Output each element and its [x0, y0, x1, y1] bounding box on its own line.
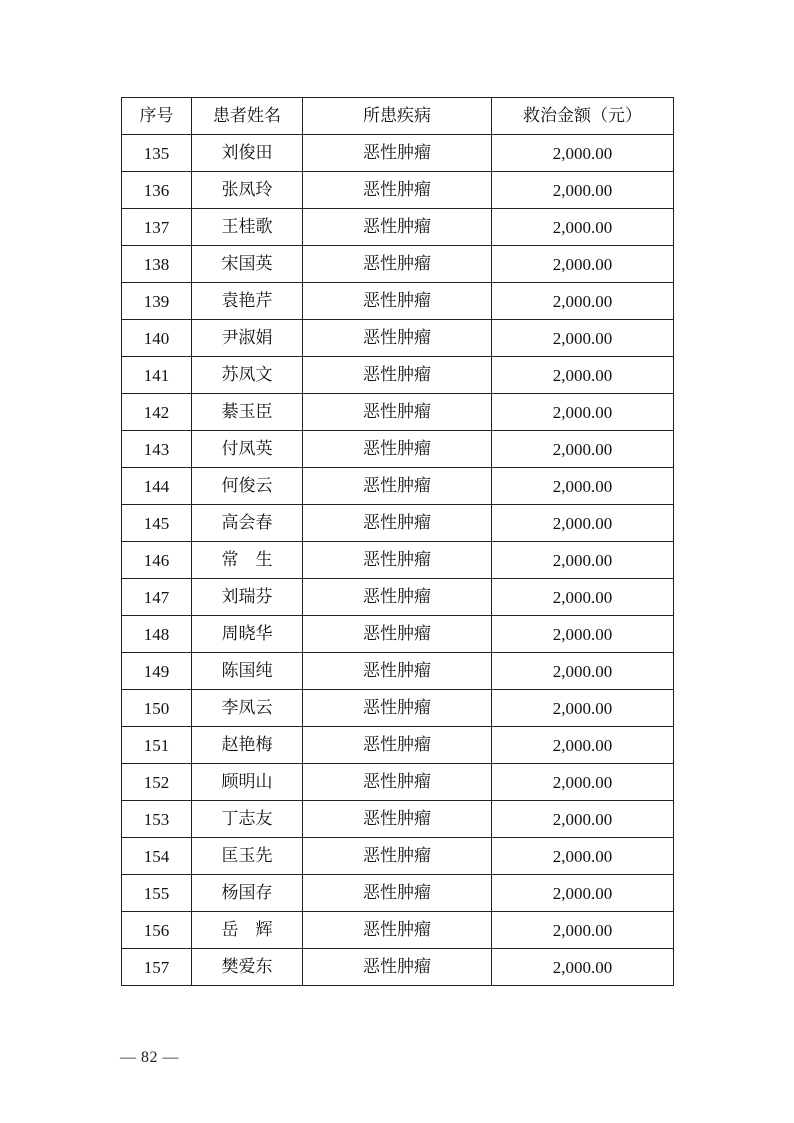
patient-name-cell: 尹淑娟 [192, 320, 303, 357]
amount-cell: 2,000.00 [492, 579, 674, 616]
serial-number-cell: 140 [122, 320, 192, 357]
serial-number-cell: 142 [122, 394, 192, 431]
disease-cell: 恶性肿瘤 [303, 246, 492, 283]
disease-cell: 恶性肿瘤 [303, 357, 492, 394]
serial-number-cell: 144 [122, 468, 192, 505]
disease-cell: 恶性肿瘤 [303, 838, 492, 875]
serial-number-cell: 139 [122, 283, 192, 320]
patient-name-cell: 匡玉先 [192, 838, 303, 875]
serial-number-cell: 150 [122, 690, 192, 727]
header-disease: 所患疾病 [303, 98, 492, 135]
patient-name-cell: 袁艳芹 [192, 283, 303, 320]
table-row [122, 838, 674, 875]
serial-number-cell: 136 [122, 172, 192, 209]
table-row [122, 468, 674, 505]
amount-cell: 2,000.00 [492, 468, 674, 505]
patient-name-cell: 李凤云 [192, 690, 303, 727]
serial-number-cell: 145 [122, 505, 192, 542]
amount-cell: 2,000.00 [492, 838, 674, 875]
table-row [122, 727, 674, 764]
disease-cell: 恶性肿瘤 [303, 653, 492, 690]
table-row [122, 542, 674, 579]
page-number: — 82 — [120, 1049, 179, 1066]
serial-number-cell: 135 [122, 135, 192, 172]
serial-number-cell: 155 [122, 875, 192, 912]
patient-name-cell: 付凤英 [192, 431, 303, 468]
table-row [122, 912, 674, 949]
amount-cell: 2,000.00 [492, 246, 674, 283]
serial-number-cell: 156 [122, 912, 192, 949]
header-patient-name: 患者姓名 [192, 98, 303, 135]
patient-name-cell: 顾明山 [192, 764, 303, 801]
header-serial-number: 序号 [122, 98, 192, 135]
disease-cell: 恶性肿瘤 [303, 431, 492, 468]
patient-name-cell: 周晓华 [192, 616, 303, 653]
disease-cell: 恶性肿瘤 [303, 690, 492, 727]
table-row [122, 690, 674, 727]
patient-name-cell: 刘俊田 [192, 135, 303, 172]
serial-number-cell: 148 [122, 616, 192, 653]
serial-number-cell: 157 [122, 949, 192, 986]
amount-cell: 2,000.00 [492, 283, 674, 320]
serial-number-cell: 151 [122, 727, 192, 764]
table-row [122, 246, 674, 283]
table-row [122, 653, 674, 690]
patient-name-cell: 高会春 [192, 505, 303, 542]
serial-number-cell: 149 [122, 653, 192, 690]
amount-cell: 2,000.00 [492, 875, 674, 912]
disease-cell: 恶性肿瘤 [303, 949, 492, 986]
patient-name-cell: 苏凤文 [192, 357, 303, 394]
disease-cell: 恶性肿瘤 [303, 135, 492, 172]
amount-cell: 2,000.00 [492, 616, 674, 653]
table-row [122, 172, 674, 209]
table-row [122, 209, 674, 246]
serial-number-cell: 138 [122, 246, 192, 283]
serial-number-cell: 152 [122, 764, 192, 801]
patient-name-cell: 陈国纯 [192, 653, 303, 690]
disease-cell: 恶性肿瘤 [303, 320, 492, 357]
amount-cell: 2,000.00 [492, 394, 674, 431]
disease-cell: 恶性肿瘤 [303, 727, 492, 764]
disease-cell: 恶性肿瘤 [303, 209, 492, 246]
amount-cell: 2,000.00 [492, 949, 674, 986]
serial-number-cell: 137 [122, 209, 192, 246]
serial-number-cell: 154 [122, 838, 192, 875]
table-row [122, 135, 674, 172]
amount-cell: 2,000.00 [492, 764, 674, 801]
patient-name-cell: 张凤玲 [192, 172, 303, 209]
table-row [122, 431, 674, 468]
disease-cell: 恶性肿瘤 [303, 283, 492, 320]
disease-cell: 恶性肿瘤 [303, 394, 492, 431]
table-row [122, 394, 674, 431]
table-row [122, 616, 674, 653]
table-row [122, 320, 674, 357]
amount-cell: 2,000.00 [492, 320, 674, 357]
disease-cell: 恶性肿瘤 [303, 542, 492, 579]
table-row [122, 875, 674, 912]
patient-name-cell: 王桂歌 [192, 209, 303, 246]
table-row [122, 283, 674, 320]
serial-number-cell: 153 [122, 801, 192, 838]
header-relief-amount: 救治金额（元） [492, 98, 674, 135]
patient-name-cell: 岳 辉 [192, 912, 303, 949]
table-header-row [122, 98, 674, 135]
patient-name-cell: 常 生 [192, 542, 303, 579]
amount-cell: 2,000.00 [492, 690, 674, 727]
disease-cell: 恶性肿瘤 [303, 912, 492, 949]
disease-cell: 恶性肿瘤 [303, 764, 492, 801]
patient-name-cell: 丁志友 [192, 801, 303, 838]
patient-relief-table [121, 97, 674, 986]
table-row [122, 764, 674, 801]
amount-cell: 2,000.00 [492, 209, 674, 246]
disease-cell: 恶性肿瘤 [303, 172, 492, 209]
serial-number-cell: 146 [122, 542, 192, 579]
patient-name-cell: 綦玉臣 [192, 394, 303, 431]
patient-name-cell: 樊爱东 [192, 949, 303, 986]
table-row [122, 505, 674, 542]
serial-number-cell: 143 [122, 431, 192, 468]
amount-cell: 2,000.00 [492, 357, 674, 394]
table-row [122, 949, 674, 986]
disease-cell: 恶性肿瘤 [303, 505, 492, 542]
amount-cell: 2,000.00 [492, 727, 674, 764]
amount-cell: 2,000.00 [492, 542, 674, 579]
disease-cell: 恶性肿瘤 [303, 616, 492, 653]
disease-cell: 恶性肿瘤 [303, 801, 492, 838]
patient-name-cell: 刘瑞芬 [192, 579, 303, 616]
patient-name-cell: 杨国存 [192, 875, 303, 912]
amount-cell: 2,000.00 [492, 912, 674, 949]
table-row [122, 357, 674, 394]
patient-name-cell: 何俊云 [192, 468, 303, 505]
amount-cell: 2,000.00 [492, 505, 674, 542]
amount-cell: 2,000.00 [492, 653, 674, 690]
amount-cell: 2,000.00 [492, 172, 674, 209]
disease-cell: 恶性肿瘤 [303, 468, 492, 505]
disease-cell: 恶性肿瘤 [303, 875, 492, 912]
serial-number-cell: 141 [122, 357, 192, 394]
patient-name-cell: 宋国英 [192, 246, 303, 283]
patient-name-cell: 赵艳梅 [192, 727, 303, 764]
table-row [122, 801, 674, 838]
serial-number-cell: 147 [122, 579, 192, 616]
amount-cell: 2,000.00 [492, 431, 674, 468]
table-row [122, 579, 674, 616]
disease-cell: 恶性肿瘤 [303, 579, 492, 616]
amount-cell: 2,000.00 [492, 135, 674, 172]
amount-cell: 2,000.00 [492, 801, 674, 838]
